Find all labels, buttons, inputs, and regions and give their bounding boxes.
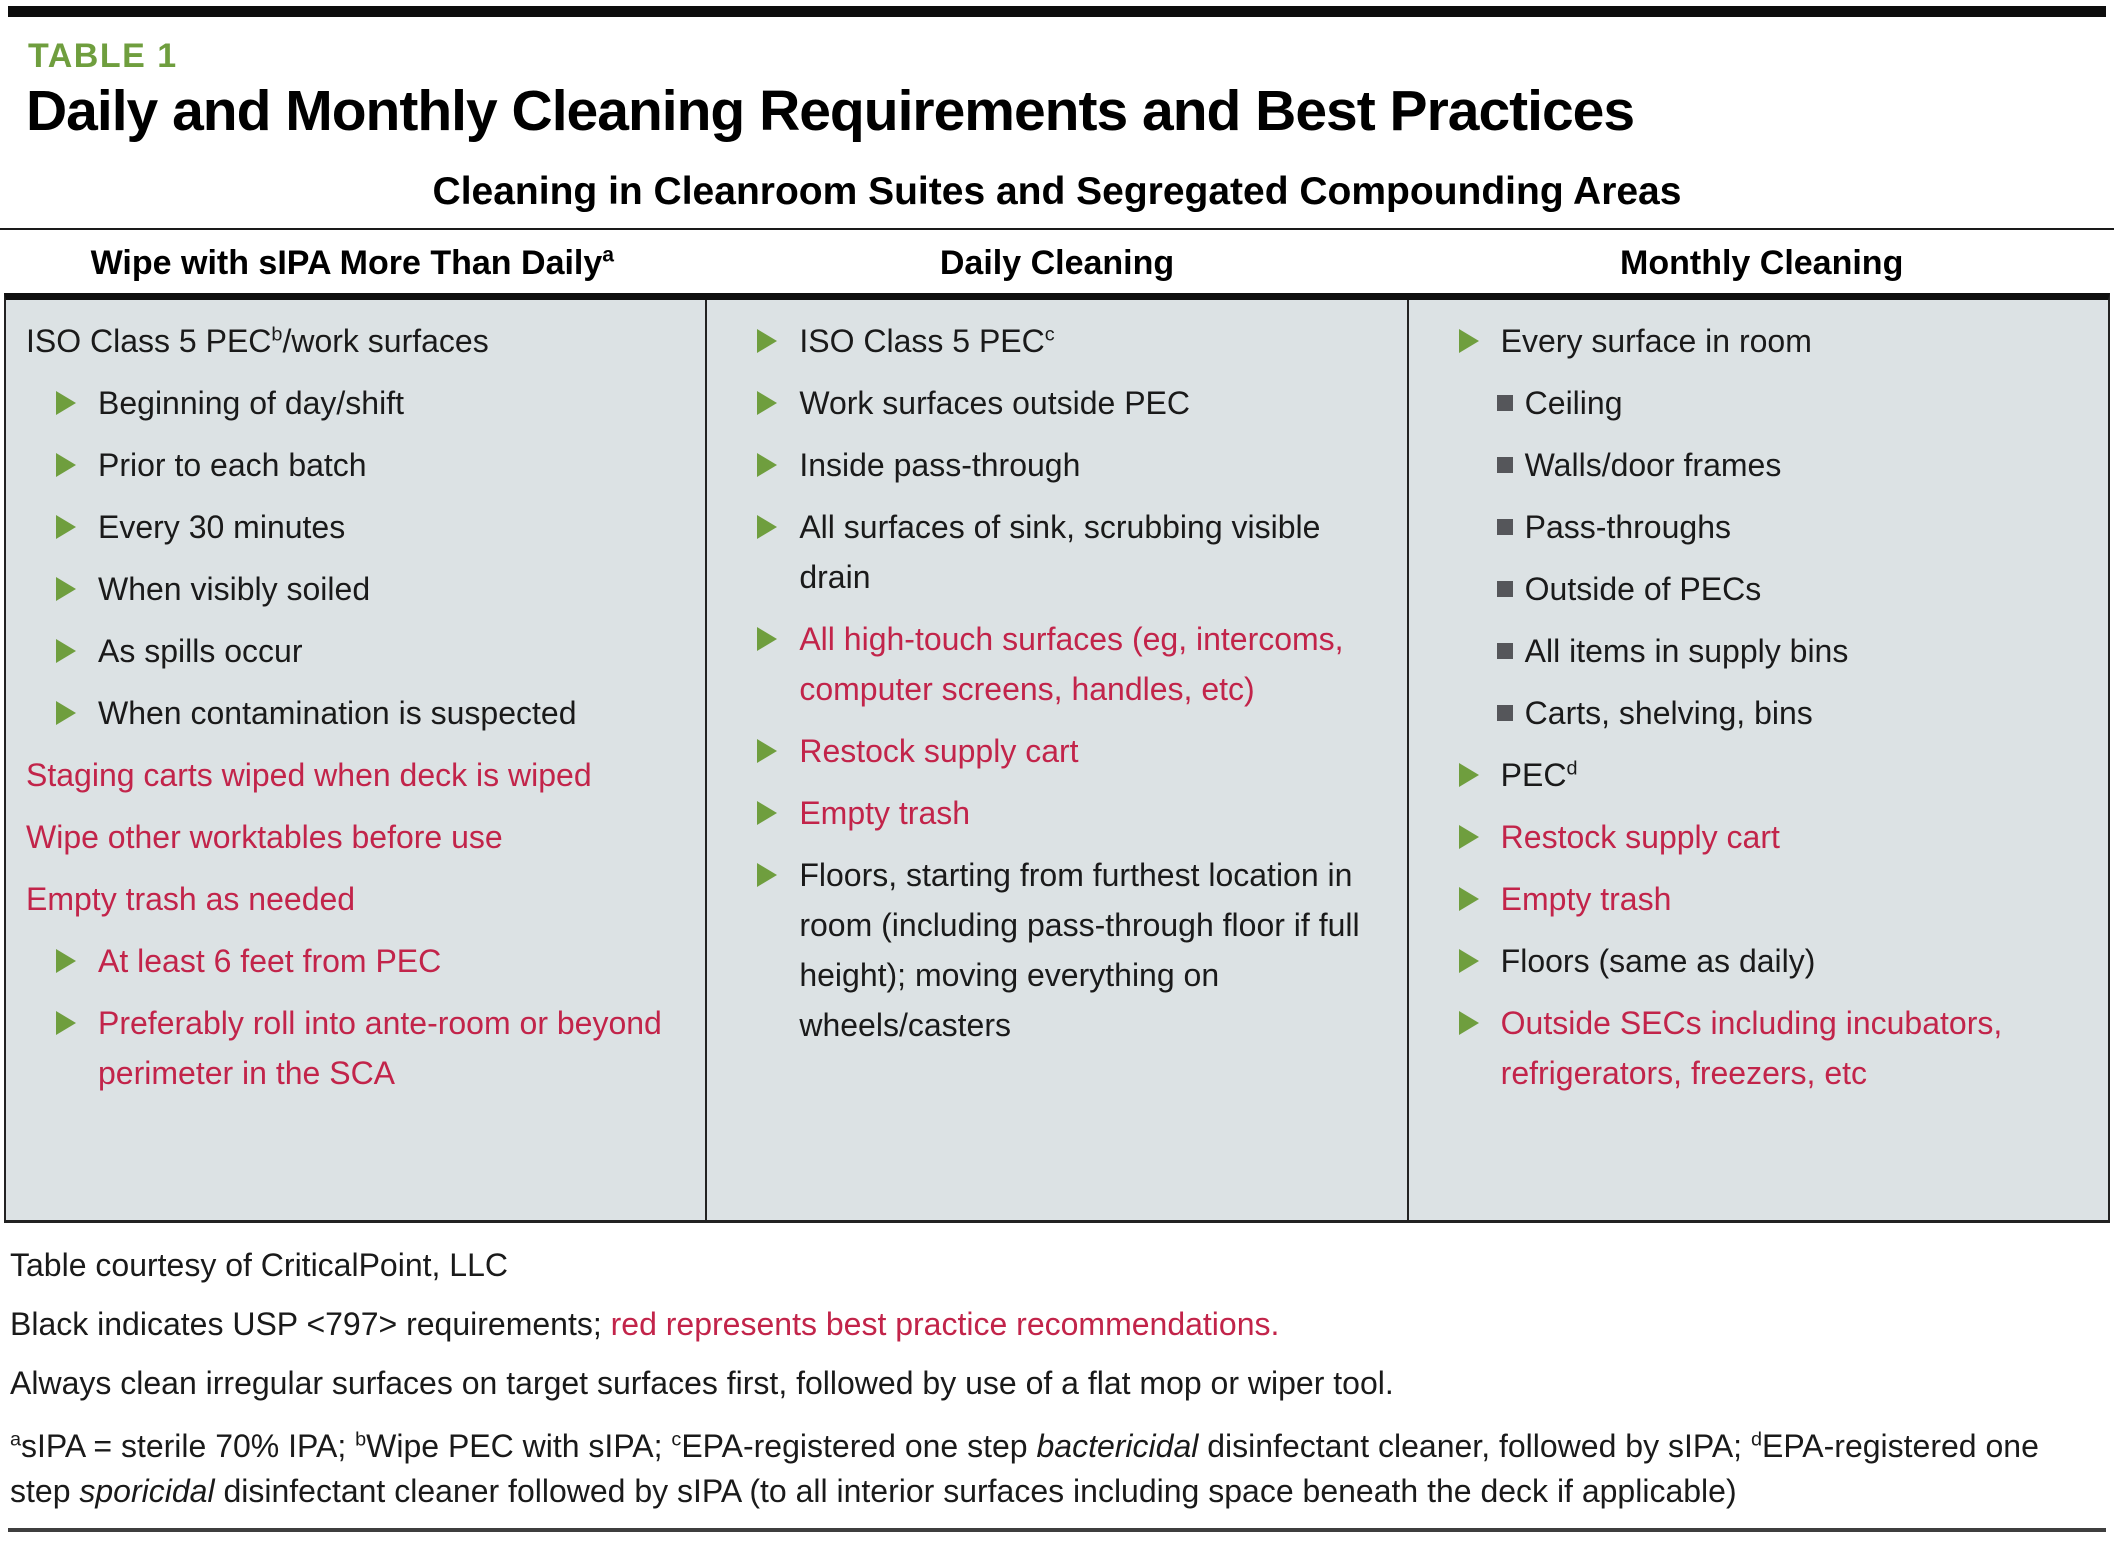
legend-red-text: red represents best practice recommendations. xyxy=(610,1306,1280,1342)
triangle-bullet-icon xyxy=(56,515,76,539)
item-text: All surfaces of sink, scrubbing visible drain xyxy=(799,509,1321,595)
superscript: d xyxy=(1566,757,1578,780)
triangle-bullet-icon xyxy=(56,391,76,415)
list-item xyxy=(20,440,697,490)
footnote xyxy=(10,1424,2104,1514)
item-text: Carts, shelving, bins xyxy=(1524,695,1813,731)
triangle-bullet-icon xyxy=(56,577,76,601)
bottom-rule xyxy=(8,1528,2106,1532)
square-bullet-icon xyxy=(1497,457,1513,473)
triangle-bullet-icon xyxy=(1459,949,1479,973)
list-item xyxy=(20,502,697,552)
list-item xyxy=(1423,316,2100,366)
item-text: Floors (same as daily) xyxy=(1500,943,1816,979)
page-title: Daily and Monthly Cleaning Requirements and Best Practices xyxy=(26,79,1635,143)
triangle-bullet-icon xyxy=(56,701,76,725)
item-text xyxy=(1501,757,1578,793)
item-text-part: /work surfaces xyxy=(282,323,489,359)
item-text: Outside SECs including incubators, refrigerators, freezers, etc xyxy=(1500,1005,2003,1091)
list-item xyxy=(721,440,1398,490)
list-item xyxy=(721,502,1398,602)
list-item xyxy=(721,378,1398,428)
item-text: Preferably roll into ante-room or beyond perimeter in the SCA xyxy=(98,1005,662,1091)
item-text: Wipe other worktables before use xyxy=(26,819,503,855)
item-text-part: ISO Class 5 PEC xyxy=(799,323,1045,359)
square-bullet-icon xyxy=(1497,395,1513,411)
list-item xyxy=(721,850,1398,1050)
triangle-bullet-icon xyxy=(56,1011,76,1035)
list-item xyxy=(20,688,697,738)
list-item xyxy=(20,998,697,1098)
item-text-part: PEC xyxy=(1500,757,1567,793)
daily-column xyxy=(705,300,1406,1220)
list-item xyxy=(1423,874,2100,924)
item-text: All high-touch surfaces (eg, intercoms, computer screens, handles, etc) xyxy=(799,621,1344,707)
table-number-label: TABLE 1 xyxy=(28,37,178,75)
superscript: b xyxy=(355,1428,367,1451)
item-text: Empty trash xyxy=(799,795,971,831)
footnote-text-part: sIPA = sterile 70% IPA; xyxy=(21,1428,356,1464)
list-item xyxy=(1423,688,2100,738)
item-text xyxy=(26,323,489,359)
triangle-bullet-icon xyxy=(757,801,777,825)
item-text: Inside pass-through xyxy=(799,447,1081,483)
triangle-bullet-icon xyxy=(1459,763,1479,787)
column-header-text: Monthly Cleaning xyxy=(1620,244,1904,282)
triangle-bullet-icon xyxy=(757,329,777,353)
list-item xyxy=(721,614,1398,714)
footnote-text-part: EPA-registered one step xyxy=(681,1428,1037,1464)
list-item xyxy=(20,874,697,924)
square-bullet-icon xyxy=(1497,519,1513,535)
triangle-bullet-icon xyxy=(757,391,777,415)
list-item xyxy=(1423,936,2100,986)
cleaning-instruction-note: Always clean irregular surfaces on target surfaces first, followed by use of a flat mop or wiper tool. xyxy=(10,1365,1394,1401)
item-text: Empty trash xyxy=(1500,881,1672,917)
triangle-bullet-icon xyxy=(1459,329,1479,353)
list-item xyxy=(1423,812,2100,862)
footnote-text-part: EPA-registered one step xyxy=(10,1428,2039,1509)
item-text: Pass-throughs xyxy=(1524,509,1731,545)
item-text: Empty trash as needed xyxy=(26,881,356,917)
triangle-bullet-icon xyxy=(757,739,777,763)
list-item xyxy=(20,626,697,676)
item-text: Restock supply cart xyxy=(1500,819,1780,855)
triangle-bullet-icon xyxy=(757,453,777,477)
courtesy-note: Table courtesy of CriticalPoint, LLC xyxy=(10,1247,508,1283)
item-text: Beginning of day/shift xyxy=(98,385,404,421)
triangle-bullet-icon xyxy=(757,863,777,887)
list-item xyxy=(721,726,1398,776)
superscript: b xyxy=(271,323,283,346)
list-item xyxy=(20,378,697,428)
table-body xyxy=(4,293,2110,1223)
triangle-bullet-icon xyxy=(757,515,777,539)
column-header-wipe xyxy=(0,244,705,283)
column-header-row xyxy=(0,230,2114,293)
triangle-bullet-icon xyxy=(1459,887,1479,911)
item-text: When contamination is suspected xyxy=(98,695,577,731)
monthly-column xyxy=(1407,300,2108,1220)
column-header-text: Daily Cleaning xyxy=(939,244,1175,282)
wipe-column xyxy=(6,300,705,1220)
list-item xyxy=(1423,750,2100,800)
superscript: a xyxy=(10,1428,22,1451)
item-text: Outside of PECs xyxy=(1524,571,1762,607)
superscript: c xyxy=(671,1428,682,1451)
item-text: As spills occur xyxy=(98,633,303,669)
footnote-text-part: disinfectant cleaner, followed by sIPA; xyxy=(1198,1428,1751,1464)
column-header-monthly xyxy=(1409,244,2114,283)
square-bullet-icon xyxy=(1497,581,1513,597)
list-item xyxy=(1423,998,2100,1098)
list-item xyxy=(20,564,697,614)
square-bullet-icon xyxy=(1497,705,1513,721)
item-text: Staging carts wiped when deck is wiped xyxy=(26,757,592,793)
item-text: Every surface in room xyxy=(1500,323,1812,359)
column-header-daily xyxy=(705,244,1410,283)
item-text-part: ISO Class 5 PEC xyxy=(26,323,272,359)
item-text: Work surfaces outside PEC xyxy=(799,385,1190,421)
triangle-bullet-icon xyxy=(56,639,76,663)
list-item xyxy=(1423,626,2100,676)
footnote-italic-text: sporicidal xyxy=(79,1473,215,1509)
list-item xyxy=(1423,564,2100,614)
item-text: All items in supply bins xyxy=(1524,633,1849,669)
triangle-bullet-icon xyxy=(56,949,76,973)
footnote-text-part: disinfectant cleaner followed by sIPA (to all interior surfaces including space beneath the deck if applicable) xyxy=(214,1473,1737,1509)
footnote-text-part: Wipe PEC with sIPA; xyxy=(366,1428,672,1464)
list-item xyxy=(20,316,697,366)
superscript: c xyxy=(1044,323,1055,346)
triangle-bullet-icon xyxy=(1459,825,1479,849)
list-item xyxy=(20,750,697,800)
item-text xyxy=(799,323,1054,359)
square-bullet-icon xyxy=(1497,643,1513,659)
list-item xyxy=(20,936,697,986)
item-text: When visibly soiled xyxy=(98,571,371,607)
footnote-italic-text: bactericidal xyxy=(1036,1428,1199,1464)
list-item xyxy=(1423,440,2100,490)
triangle-bullet-icon xyxy=(757,627,777,651)
list-item xyxy=(721,316,1398,366)
legend-black-text: Black indicates USP <797> requirements; xyxy=(10,1306,611,1342)
item-text: At least 6 feet from PEC xyxy=(98,943,442,979)
item-text: Floors, starting from furthest location in room (including pass-through floor if full height); moving everything on wheels/casters xyxy=(799,857,1360,1043)
list-item xyxy=(1423,378,2100,428)
column-header-text: Wipe with sIPA More Than Daily xyxy=(90,244,603,282)
item-text: Ceiling xyxy=(1524,385,1623,421)
legend-note xyxy=(10,1306,2104,1343)
item-text: Restock supply cart xyxy=(799,733,1079,769)
item-text: Prior to each batch xyxy=(98,447,367,483)
list-item xyxy=(1423,502,2100,552)
triangle-bullet-icon xyxy=(1459,1011,1479,1035)
triangle-bullet-icon xyxy=(56,453,76,477)
superscript: a xyxy=(602,243,615,267)
table-footer xyxy=(10,1247,2104,1514)
top-rule xyxy=(8,6,2106,17)
superscript: d xyxy=(1750,1428,1762,1451)
list-item xyxy=(20,812,697,862)
item-text: Every 30 minutes xyxy=(98,509,346,545)
list-item xyxy=(721,788,1398,838)
table-subtitle: Cleaning in Cleanroom Suites and Segregated Compounding Areas xyxy=(432,170,1682,213)
item-text: Walls/door frames xyxy=(1524,447,1782,483)
